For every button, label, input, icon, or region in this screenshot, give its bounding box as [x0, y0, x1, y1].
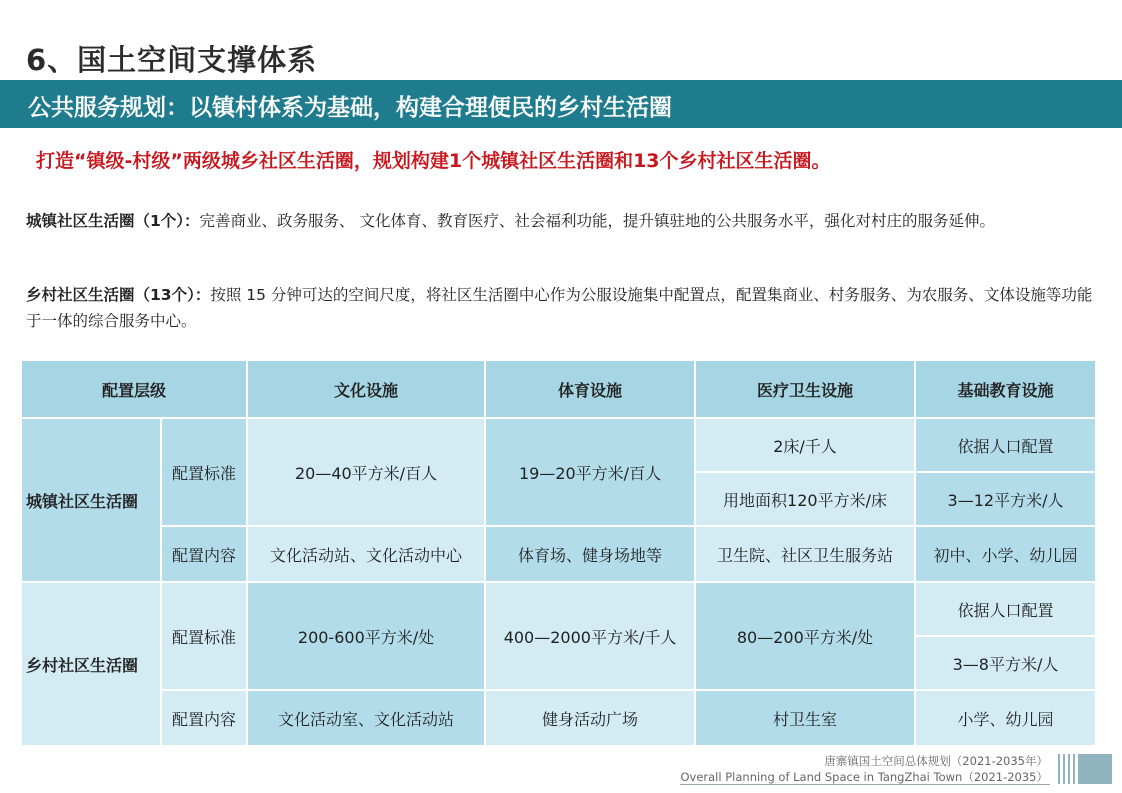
banner-title: 公共服务规划：以镇村体系为基础，构建合理便民的乡村生活圈	[28, 95, 672, 121]
page-title: 6、国土空间支撑体系	[26, 43, 318, 77]
footer-title-cn: 唐寨镇国土空间总体规划（2021-2035年）	[824, 754, 1048, 768]
table-header-row	[21, 360, 1096, 418]
table-cell: 依据人口配置	[915, 582, 1096, 636]
highlight-statement: 打造“镇级-村级”两级城乡社区生活圈，规划构建1个城镇社区生活圈和13个乡村社区生活圈。	[36, 150, 831, 172]
table-cell: 用地面积120平方米/床	[695, 472, 915, 526]
footer-divider	[680, 784, 1050, 785]
table-row	[21, 418, 1096, 472]
table-cell: 文化活动站、文化活动中心	[247, 526, 485, 582]
label-standard: 配置标准	[161, 418, 247, 526]
level-town: 城镇社区生活圈	[21, 418, 161, 582]
table-cell: 村卫生室	[695, 690, 915, 746]
table-cell: 文化活动室、文化活动站	[247, 690, 485, 746]
table-cell: 小学、幼儿园	[915, 690, 1096, 746]
table-cell: 初中、小学、幼儿园	[915, 526, 1096, 582]
label-content: 配置内容	[161, 690, 247, 746]
table-cell: 2床/千人	[695, 418, 915, 472]
header-sport: 体育设施	[485, 360, 695, 418]
table-cell: 80—200平方米/处	[695, 582, 915, 690]
table-cell: 200-600平方米/处	[247, 582, 485, 690]
label-content: 配置内容	[161, 526, 247, 582]
table-row	[21, 582, 1096, 636]
table-cell: 20—40平方米/百人	[247, 418, 485, 526]
paragraph-town-lead: 城镇社区生活圈（1个）：	[26, 212, 200, 230]
paragraph-village-text: 按照 15 分钟可达的空间尺度，将社区生活圈中心作为公服设施集中配置点，配置集商业、村务服务、为农服务、文体设施等功能于一体的综合服务中心。	[26, 286, 1093, 330]
footer-block-icon	[1078, 754, 1112, 784]
paragraph-town	[26, 208, 1096, 234]
header-medical: 医疗卫生设施	[695, 360, 915, 418]
footer-title-en: Overall Planning of Land Space in TangZhai Town（2021-2035）	[680, 770, 1048, 784]
header-education: 基础教育设施	[915, 360, 1096, 418]
table-cell: 19—20平方米/百人	[485, 418, 695, 526]
header-level: 配置层级	[21, 360, 247, 418]
table-cell: 健身活动广场	[485, 690, 695, 746]
table-row	[21, 526, 1096, 582]
table-cell: 体育场、健身场地等	[485, 526, 695, 582]
paragraph-village	[26, 282, 1096, 334]
table-row	[21, 690, 1096, 746]
table-cell: 3—8平方米/人	[915, 636, 1096, 690]
paragraph-village-lead: 乡村社区生活圈（13个）：	[26, 286, 211, 304]
facility-table	[20, 359, 1097, 747]
table-cell: 依据人口配置	[915, 418, 1096, 472]
table-cell: 卫生院、社区卫生服务站	[695, 526, 915, 582]
label-standard: 配置标准	[161, 582, 247, 690]
section-banner	[0, 80, 1122, 128]
level-village: 乡村社区生活圈	[21, 582, 161, 746]
table-cell: 3—12平方米/人	[915, 472, 1096, 526]
header-culture: 文化设施	[247, 360, 485, 418]
paragraph-town-text: 完善商业、政务服务、 文化体育、教育医疗、社会福利功能，提升镇驻地的公共服务水平，强化对村庄的服务延伸。	[199, 212, 995, 230]
table-cell: 400—2000平方米/千人	[485, 582, 695, 690]
